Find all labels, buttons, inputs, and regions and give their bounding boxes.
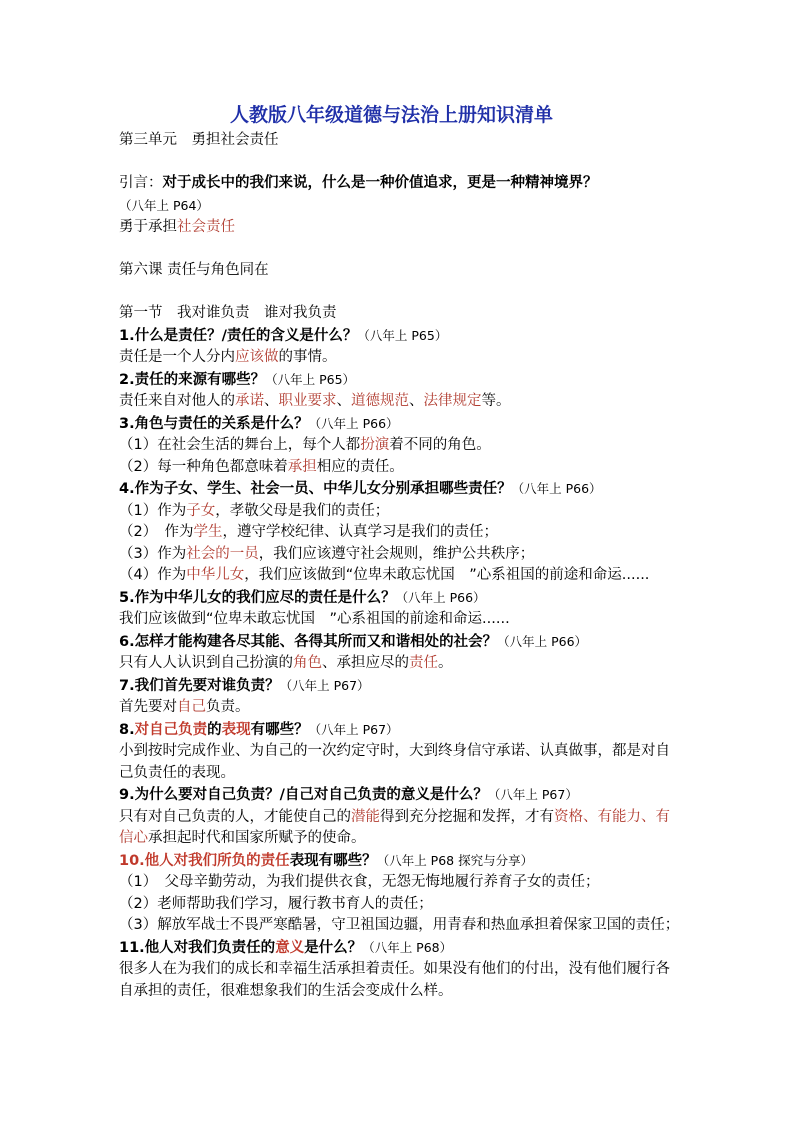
question-text: 3.角色与责任的关系是什么？ [119,415,309,432]
intro-question: 对于成长中的我们来说，什么是一种价值追求，更是一种精神境界？ [162,175,598,191]
highlight-term: 法律规定 [423,393,482,409]
question-11 [119,937,684,960]
document-title: 人教版八年级道德与法治上册知识清单 [229,104,553,126]
page-ref: （八年上 P66） [395,589,486,605]
answer-9 [119,807,684,850]
intro-answer [119,217,684,239]
question-2 [119,369,684,392]
highlight-term: 对自己负责 [134,721,208,738]
highlight-term: 学生 [193,524,223,540]
highlight-term: 中华儿女 [186,567,245,583]
highlight-term: 承诺 [235,393,264,409]
page-ref: （八年上 P65） [265,371,356,387]
highlight-term: 表现 [221,721,251,738]
question-8 [119,719,684,742]
page-ref: （八年上 P67） [308,721,399,737]
intro-paragraph [119,173,684,217]
page-ref: （八年上 P67） [487,787,578,802]
highlight-term: 10.他人对我们所负的责任 [119,852,290,869]
page-ref: （八年上 P64） [119,197,209,213]
question-text: 2.责任的来源有哪些？ [119,371,266,388]
question-1 [119,325,684,348]
answer-5: 我们应该做到“位卑未敢忘忧国 ”心系祖国的前途和命运...... [119,611,510,627]
question-text: 5.作为中华儿女的我们应尽的责任是什么？ [119,589,396,606]
answer-10-2: （2）老师帮助我们学习，履行教书育人的责任； [119,895,433,912]
text-span: ，孝敬父母是我们的责任； [215,502,390,519]
text-span: 相应的责任。 [316,458,404,475]
answer-4-2 [119,522,684,544]
highlight-term: 角色 [293,655,322,671]
question-text: 的 [207,721,222,738]
text-span: （1）在社会生活的舞台上，每个人都 [119,437,361,453]
highlight-term: 有信心 [119,808,670,846]
unit-heading: 第三单元 勇担社会责任 [119,132,279,148]
section-heading: 第一节 我对谁负责 谁对我负责 [119,305,337,321]
text-span: 只有对自己负责的人，才能使自己的 [119,808,351,825]
highlight-term: 社会责任 [177,219,235,235]
answer-4-1 [119,501,684,523]
highlight-term: 应该做 [235,349,279,365]
highlight-term: 有能力 [597,808,641,825]
text-span: 、 [641,808,656,825]
text-span: 负责。 [206,699,250,715]
highlight-term: 扮演 [360,437,390,453]
answer-1 [119,347,684,369]
page-ref: （八年上 P66） [511,481,602,496]
highlight-term: 自己 [177,699,206,715]
question-3 [119,413,684,436]
text-span: （1）作为 [119,502,187,519]
text-span: 得到充分挖掘和发挥，才有 [380,808,554,825]
text-span: （2）每一种角色都意味着 [119,458,288,475]
question-9 [119,784,684,807]
text-span: 。 [438,655,453,671]
question-10 [119,850,684,873]
highlight-term: 承担 [287,458,317,475]
spacer [119,239,684,261]
text-span: ，遵守学校纪律、认真学习是我们的责任； [222,524,498,540]
text-span: （2） 作为 [119,524,194,540]
answer-6 [119,653,684,675]
highlight-term: 社会的一员 [186,545,259,562]
highlight-term: 意义 [275,939,305,956]
question-text: 11.他人对我们负责任的 [119,939,276,956]
text-span: 责任是一个人分内 [119,349,235,365]
text-span: 承担起时代和国家所赋予的使命。 [148,830,366,846]
page-ref: （八年上 P65） [357,327,448,343]
question-number: 8. [119,721,135,738]
answer-10-1: （1） 父母辛勤劳动，为我们提供衣食，无怨无悔地履行养育子女的责任； [119,874,600,890]
highlight-term: 责任 [409,655,438,671]
highlight-term: 资格 [554,808,583,825]
answer-8: 小到按时完成作业、为自己的一次约定守时，大到终身信守承诺、认真做事，都是对自己负责任的表现。 [119,743,670,781]
page-ref: （八年上 P67） [279,677,370,693]
text-span: 、 [336,393,351,409]
answer-7 [119,697,684,719]
highlight-term: 潜能 [351,808,380,825]
spacer [119,282,684,304]
text-span: 、 [583,808,598,825]
text-span: 、 [409,393,424,409]
question-text: 9.为什么要对自己负责？/自己对自己负责的意义是什么？ [119,787,488,803]
question-text: 是什么？ [304,939,363,956]
lesson-heading: 第六课 责任与角色同在 [119,262,269,278]
answer-10-3: （3）解放军战士不畏严寒酷暑，守卫祖国边疆，用青春和热血承担着保家卫国的责任； [119,917,680,933]
text-span: 首先要对 [119,699,177,715]
answer-11: 很多人在为我们的成长和幸福生活承担着责任。如果没有他们的付出，没有他们履行各自承担的责任，很难想象我们的生活会变成什么样。 [119,961,670,999]
highlight-term: 道德规范 [351,393,409,409]
text-span: ，我们应该做到“位卑未敢忘忧国 ”心系祖国的前途和命运...... [244,567,650,583]
page-ref: （八年上 P68） [362,939,453,955]
text-span: ，我们应该遵守社会规则，维护公共秩序； [258,545,535,562]
spacer [119,152,684,174]
page-ref: （八年上 P66） [308,415,399,431]
question-text: 6.怎样才能构建各尽其能、各得其所而又和谐相处的社会？ [119,633,498,650]
answer-2 [119,391,684,413]
text-span: 着不同的角色。 [389,437,491,453]
answer-3-2 [119,457,684,479]
text-span: 、承担应尽的 [322,655,409,671]
answer-3-1 [119,435,684,457]
question-5 [119,587,684,610]
text-span: （3）作为 [119,545,187,562]
page-ref: （八年上 P68 探究与分享） [376,852,534,868]
question-text: 4.作为子女、学生、社会一员、中华儿女分别承担哪些责任？ [119,481,512,497]
text-span: 勇于承担 [119,219,177,235]
text-span: 、 [264,393,279,409]
question-text: 1.什么是责任？/责任的含义是什么？ [119,327,358,344]
intro-lead: 引言： [119,175,163,191]
answer-4-4 [119,565,684,587]
question-6 [119,631,684,654]
question-text: 有哪些？ [250,721,309,738]
text-span: 责任来自对他人的 [119,393,235,409]
question-7 [119,675,684,698]
text-span: （4）作为 [119,567,187,583]
text-span: 的事情。 [278,349,337,365]
highlight-term: 子女 [186,502,216,519]
answer-4-3 [119,544,684,566]
question-text: 7.我们首先要对谁负责？ [119,677,280,694]
highlight-term: 职业要求 [278,393,337,409]
text-span: 只有人人认识到自己扮演的 [119,655,293,671]
question-text: 表现有哪些？ [289,852,377,869]
document-page [119,102,684,1002]
question-4 [119,478,684,501]
text-span: 等。 [481,393,511,409]
page-ref: （八年上 P66） [497,633,588,649]
